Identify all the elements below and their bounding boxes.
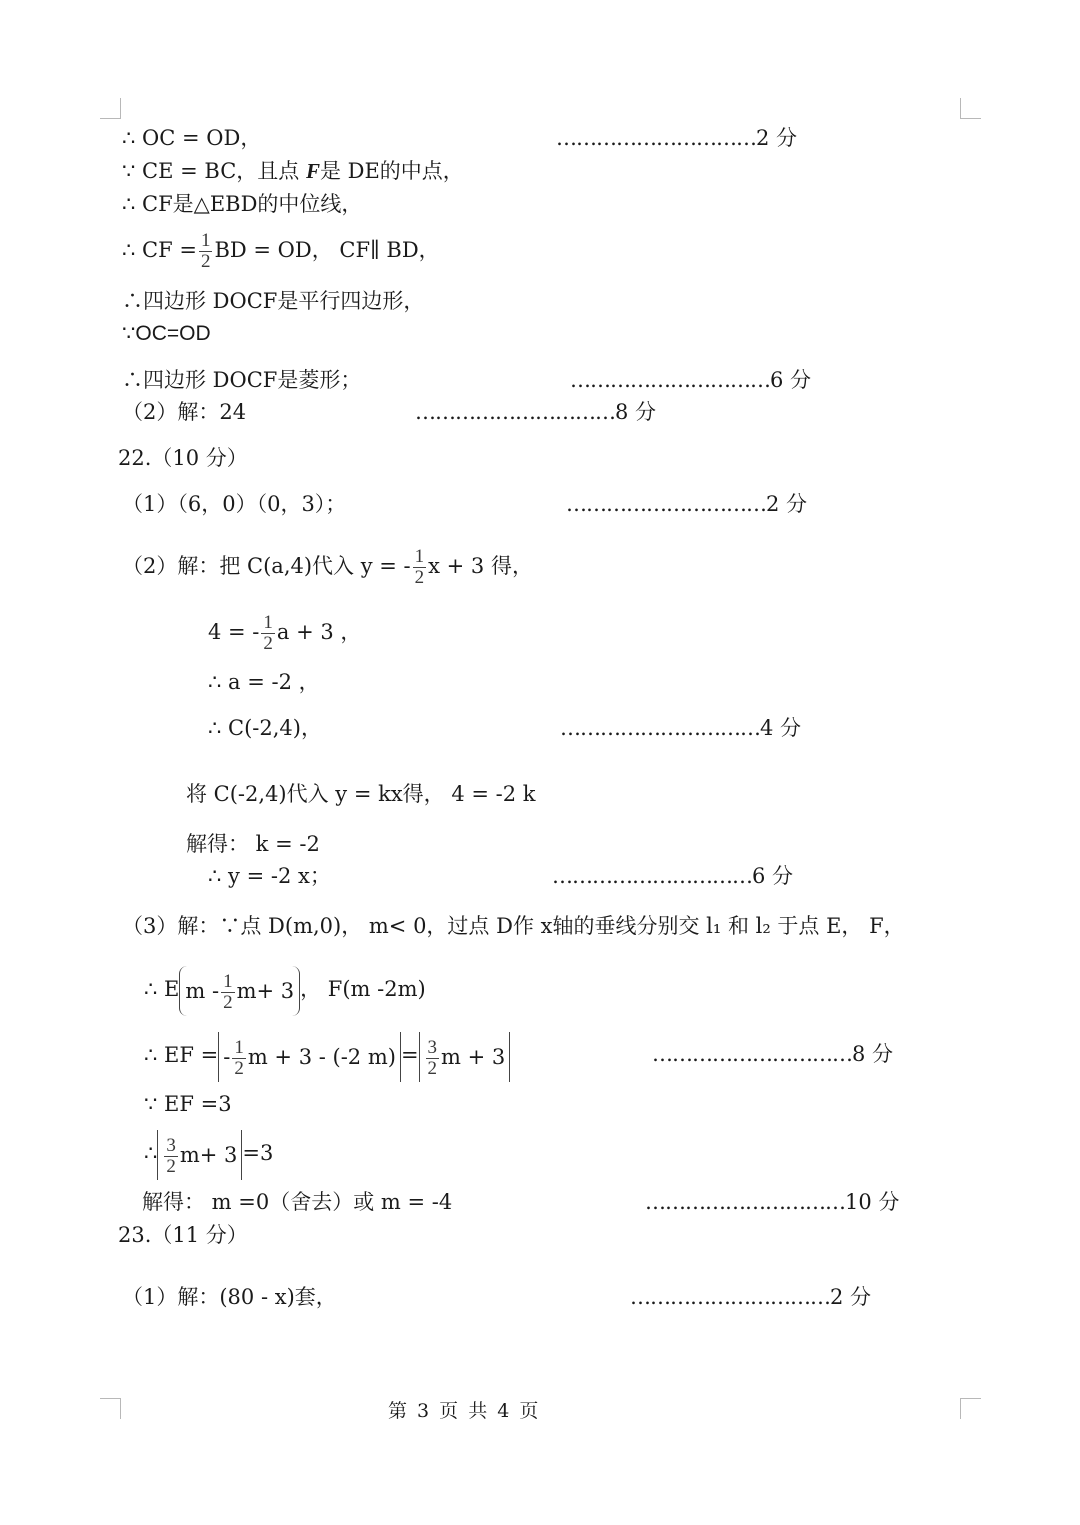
leader-dots: ………………………… bbox=[652, 1042, 852, 1066]
q22-equation-a: 4 = - bbox=[208, 620, 260, 644]
score-value: 6 分 bbox=[770, 368, 812, 392]
q22-points-ef-a: ∴ E bbox=[144, 977, 180, 1001]
corner-mark-top-right bbox=[960, 98, 981, 119]
score-marker bbox=[652, 1040, 893, 1068]
line-ce-bc-rest: 是 DE的中点， bbox=[319, 159, 464, 183]
q22-ef-given: ∵ EF =3 bbox=[144, 1092, 232, 1116]
fraction-denominator: 2 bbox=[223, 991, 233, 1013]
score-marker bbox=[570, 366, 811, 394]
q22-points-ef bbox=[144, 964, 426, 1016]
q23-part1: （1）解：(80 - x)套， bbox=[122, 1285, 337, 1309]
corner-mark-bottom-left bbox=[100, 1398, 121, 1419]
question-22-header: 22.（10 分） bbox=[118, 446, 248, 470]
line-oc-eq-od: ∵OC=OD bbox=[122, 322, 211, 345]
fraction-denominator: 2 bbox=[263, 633, 273, 654]
q22-abs-eq-a: ∴ bbox=[144, 1141, 158, 1165]
score-marker bbox=[552, 862, 793, 890]
q22-part2-a: （2）解：把 C(a,4)代入 y = - bbox=[122, 554, 411, 578]
absolute-value-2 bbox=[419, 1032, 511, 1082]
fraction-half bbox=[199, 231, 213, 272]
fraction-denominator: 2 bbox=[200, 251, 211, 272]
q22-abs-equation bbox=[144, 1128, 273, 1180]
fraction-denominator: 2 bbox=[234, 1057, 244, 1079]
point-f-label: F bbox=[305, 159, 320, 183]
score-value: 2 分 bbox=[830, 1285, 872, 1309]
q22-points-ef-d: ， F(m -2m) bbox=[300, 977, 426, 1001]
leader-dots: ………………………… bbox=[645, 1190, 845, 1214]
q22-equation bbox=[208, 610, 361, 654]
fraction-half bbox=[232, 1038, 246, 1079]
q22-solve-k: 解得： k = -2 bbox=[186, 832, 320, 856]
score-value: 10 分 bbox=[845, 1190, 900, 1214]
fraction-half bbox=[221, 972, 235, 1013]
fraction-numerator: 3 bbox=[427, 1036, 438, 1058]
corner-mark-top-left bbox=[100, 98, 121, 119]
q22-ef-d: = bbox=[400, 1043, 419, 1067]
leader-dots: ………………………… bbox=[556, 126, 756, 150]
q22-points-ef-c: m+ 3 bbox=[236, 978, 295, 1003]
fraction-numerator: 1 bbox=[414, 546, 425, 567]
page-footer: 第 3 页 共 4 页 bbox=[388, 1400, 541, 1422]
leader-dots: ………………………… bbox=[560, 716, 760, 740]
fraction-numerator: 1 bbox=[263, 612, 273, 633]
score-value: 6 分 bbox=[752, 864, 794, 888]
question-23-header: 23.（11 分） bbox=[118, 1223, 248, 1247]
q22-line-eq: ∴ y = -2 x； bbox=[208, 864, 331, 888]
line-oc-od: ∴ OC = OD， bbox=[122, 126, 262, 150]
q22-part3: （3）解：∵点 D(m,0)， m< 0，过点 D作 x轴的垂线分别交 l₁ 和 l₂ 于点 E， F， bbox=[122, 914, 905, 938]
fraction-numerator: 1 bbox=[200, 230, 211, 251]
line-cf-midline: ∴ CF是△EBD的中位线， bbox=[122, 192, 363, 216]
line-rhombus: ∴四边形 DOCF是菱形； bbox=[122, 368, 362, 392]
q22-ef-b: - bbox=[223, 1044, 231, 1069]
score-marker bbox=[556, 124, 797, 152]
line-parallelogram: ∴四边形 DOCF是平行四边形， bbox=[122, 289, 425, 313]
leader-dots: ………………………… bbox=[630, 1285, 830, 1309]
q22-abs-eq-c: =3 bbox=[242, 1141, 274, 1165]
leader-dots: ………………………… bbox=[415, 400, 615, 424]
q22-abs-eq-b: m+ 3 bbox=[179, 1142, 238, 1167]
q22-points-ef-b: m - bbox=[185, 978, 220, 1003]
leader-dots: ………………………… bbox=[566, 492, 766, 516]
q22-solution: 解得： m =0（舍去）或 m = -4 bbox=[142, 1190, 453, 1214]
absolute-value-3 bbox=[157, 1130, 242, 1180]
q22-equation-b: a + 3 ， bbox=[276, 620, 362, 644]
line-cf-half-bd-a: ∴ CF = bbox=[122, 238, 197, 262]
score-marker bbox=[415, 398, 656, 426]
score-value: 8 分 bbox=[615, 400, 657, 424]
fraction-three-halves bbox=[426, 1038, 440, 1079]
q22-ef-e: m + 3 bbox=[441, 1044, 506, 1069]
line-cf-half-bd bbox=[122, 228, 440, 272]
q22-part2-b: x + 3 得， bbox=[428, 554, 533, 578]
score-value: 8 分 bbox=[852, 1042, 894, 1066]
fraction-three-halves bbox=[164, 1136, 178, 1177]
fraction-numerator: 1 bbox=[223, 970, 233, 992]
fraction-denominator: 2 bbox=[427, 1057, 438, 1079]
q22-point-c: ∴ C(-2,4)， bbox=[208, 716, 322, 740]
q22-a-value: ∴ a = -2 ， bbox=[208, 670, 320, 694]
q22-substitute-c: 将 C(-2,4)代入 y = kx得， 4 = -2 k bbox=[186, 782, 536, 806]
line-cf-half-bd-b: BD = OD， CF∥ BD， bbox=[214, 238, 440, 262]
q22-part1: （1）（6，0）（0，3）； bbox=[122, 492, 347, 516]
line-part2-answer: （2）解：24 bbox=[122, 400, 247, 424]
corner-mark-bottom-right bbox=[960, 1398, 981, 1419]
leader-dots: ………………………… bbox=[552, 864, 752, 888]
line-ce-bc bbox=[122, 157, 464, 185]
score-marker bbox=[566, 490, 807, 518]
fraction-half bbox=[261, 613, 275, 654]
fraction-numerator: 1 bbox=[234, 1036, 244, 1058]
score-value: 2 分 bbox=[766, 492, 808, 516]
score-marker bbox=[645, 1188, 899, 1216]
q22-part2-substitute bbox=[122, 544, 533, 588]
score-value: 2 分 bbox=[756, 126, 798, 150]
absolute-value-1 bbox=[218, 1032, 401, 1082]
point-e-coordinates bbox=[179, 966, 300, 1016]
fraction-numerator: 3 bbox=[166, 1134, 176, 1156]
q22-ef-a: ∴ EF = bbox=[144, 1043, 219, 1067]
fraction-denominator: 2 bbox=[166, 1155, 176, 1177]
leader-dots: ………………………… bbox=[570, 368, 770, 392]
fraction-denominator: 2 bbox=[414, 567, 425, 588]
score-marker bbox=[630, 1283, 871, 1311]
q22-ef-c: m + 3 - (-2 m) bbox=[247, 1044, 396, 1069]
score-value: 4 分 bbox=[760, 716, 802, 740]
score-marker bbox=[560, 714, 801, 742]
line-ce-bc-text: ∵ CE = BC，且点 bbox=[122, 159, 306, 183]
fraction-half bbox=[413, 547, 427, 588]
q22-ef-length bbox=[144, 1030, 510, 1082]
